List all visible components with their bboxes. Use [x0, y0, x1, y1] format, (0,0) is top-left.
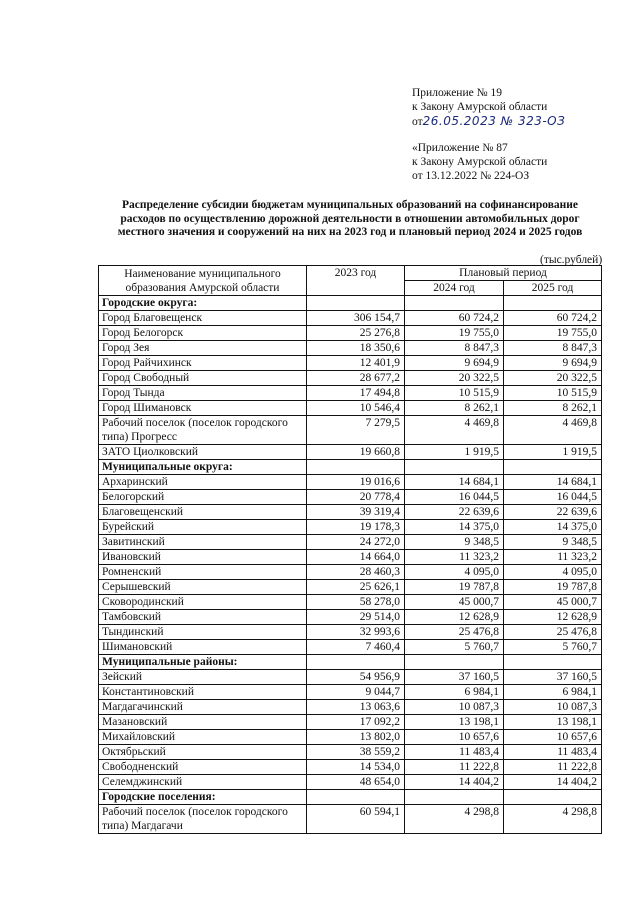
law-date-line	[412, 114, 565, 129]
municipality-name: Белогорский	[99, 490, 307, 505]
value-2025: 12 628,9	[504, 610, 602, 625]
value-2024: 45 000,7	[405, 595, 504, 610]
value-2023: 28 460,3	[307, 565, 405, 580]
value-2024: 1 919,5	[405, 445, 504, 460]
value-2025: 16 044,5	[504, 490, 602, 505]
empty-cell	[504, 296, 602, 311]
header-2024: 2024 год	[405, 281, 504, 296]
document-title: Распределение субсидии бюджетам муниципальных образований на софинансирование расходов по осуществлению дорожной деятельности в отношении автомобильных дорог местного значения и сооружений на них на 2023 год и плановый период 2024 и 2025 годов	[117, 199, 583, 238]
table-row	[99, 700, 602, 715]
value-2024: 11 483,4	[405, 745, 504, 760]
table-body	[99, 296, 602, 834]
table-row	[99, 670, 602, 685]
municipality-name: Зейский	[99, 670, 307, 685]
municipality-name: Сковородинский	[99, 595, 307, 610]
table-row	[99, 730, 602, 745]
table-row	[99, 610, 602, 625]
municipality-name: Тамбовский	[99, 610, 307, 625]
value-2024: 8 262,1	[405, 401, 504, 416]
value-2023: 14 534,0	[307, 760, 405, 775]
table-row	[99, 595, 602, 610]
value-2024: 19 755,0	[405, 326, 504, 341]
empty-cell	[504, 790, 602, 805]
table-row	[99, 685, 602, 700]
municipality-name: Рабочий поселок (поселок городского типа) Магдагачи	[99, 805, 307, 834]
empty-cell	[307, 790, 405, 805]
value-2024: 9 348,5	[405, 535, 504, 550]
table-row	[99, 386, 602, 401]
municipality-name: Город Свободный	[99, 371, 307, 386]
municipality-name: Город Райчихинск	[99, 356, 307, 371]
section-row	[99, 655, 602, 670]
municipality-name: Мазановский	[99, 715, 307, 730]
municipality-name: Город Белогорск	[99, 326, 307, 341]
value-2025: 4 469,8	[504, 416, 602, 445]
table-row	[99, 535, 602, 550]
municipality-name: Архаринский	[99, 475, 307, 490]
empty-cell	[405, 655, 504, 670]
value-2024: 14 404,2	[405, 775, 504, 790]
value-2025: 9 348,5	[504, 535, 602, 550]
value-2025: 10 087,3	[504, 700, 602, 715]
value-2024: 10 657,6	[405, 730, 504, 745]
value-2025: 5 760,7	[504, 640, 602, 655]
empty-cell	[307, 655, 405, 670]
value-2023: 7 460,4	[307, 640, 405, 655]
value-2023: 18 350,6	[307, 341, 405, 356]
municipality-name: Михайловский	[99, 730, 307, 745]
header-plan-period: Плановый период	[405, 266, 602, 281]
header-municipality: Наименование муниципального образования Амурской области	[99, 266, 307, 296]
municipality-name: Константиновский	[99, 685, 307, 700]
value-2023: 7 279,5	[307, 416, 405, 445]
value-2024: 20 322,5	[405, 371, 504, 386]
value-2025: 11 222,8	[504, 760, 602, 775]
value-2023: 20 778,4	[307, 490, 405, 505]
value-2025: 22 639,6	[504, 505, 602, 520]
municipality-name: Рабочий поселок (поселок городского типа) Прогресс	[99, 416, 307, 445]
value-2023: 24 272,0	[307, 535, 405, 550]
table-row	[99, 490, 602, 505]
value-2023: 58 278,0	[307, 595, 405, 610]
previous-appendix-number: «Приложение № 87	[412, 142, 508, 154]
handwritten-date-number: 26.05.2023 № 323-ОЗ	[422, 114, 566, 128]
municipality-name: Селемджинский	[99, 775, 307, 790]
value-2025: 45 000,7	[504, 595, 602, 610]
municipality-name: Завитинский	[99, 535, 307, 550]
municipality-name: Октябрьский	[99, 745, 307, 760]
value-2024: 4 095,0	[405, 565, 504, 580]
value-2024: 4 298,8	[405, 805, 504, 834]
empty-cell	[405, 790, 504, 805]
law-reference: к Закону Амурской области	[412, 101, 548, 113]
table-row	[99, 760, 602, 775]
empty-cell	[307, 460, 405, 475]
table-row	[99, 715, 602, 730]
value-2025: 14 404,2	[504, 775, 602, 790]
value-2023: 9 044,7	[307, 685, 405, 700]
value-2023: 10 546,4	[307, 401, 405, 416]
value-2025: 11 323,2	[504, 550, 602, 565]
section-label: Муниципальные округа:	[99, 460, 307, 475]
value-2023: 19 016,6	[307, 475, 405, 490]
value-2023: 19 178,3	[307, 520, 405, 535]
value-2025: 1 919,5	[504, 445, 602, 460]
section-row	[99, 790, 602, 805]
value-2023: 32 993,6	[307, 625, 405, 640]
value-2024: 11 323,2	[405, 550, 504, 565]
table-row	[99, 775, 602, 790]
municipality-name: Серышевский	[99, 580, 307, 595]
previous-law-reference: к Закону Амурской области	[412, 156, 548, 168]
municipality-name: Шимановский	[99, 640, 307, 655]
value-2023: 306 154,7	[307, 311, 405, 326]
municipality-name: Город Благовещенск	[99, 311, 307, 326]
value-2025: 14 684,1	[504, 475, 602, 490]
table-row	[99, 311, 602, 326]
table-row	[99, 520, 602, 535]
value-2024: 13 198,1	[405, 715, 504, 730]
value-2025: 37 160,5	[504, 670, 602, 685]
value-2023: 13 063,6	[307, 700, 405, 715]
value-2023: 25 276,8	[307, 326, 405, 341]
value-2025: 13 198,1	[504, 715, 602, 730]
table-row	[99, 625, 602, 640]
value-2024: 5 760,7	[405, 640, 504, 655]
table-row	[99, 341, 602, 356]
table-row	[99, 401, 602, 416]
value-2025: 8 262,1	[504, 401, 602, 416]
value-2025: 19 755,0	[504, 326, 602, 341]
municipality-name: Свободненский	[99, 760, 307, 775]
value-2023: 39 319,4	[307, 505, 405, 520]
value-2024: 11 222,8	[405, 760, 504, 775]
value-2025: 25 476,8	[504, 625, 602, 640]
appendix-number: Приложение № 19	[412, 87, 502, 99]
municipality-name: Благовещенский	[99, 505, 307, 520]
empty-cell	[405, 296, 504, 311]
value-2023: 25 626,1	[307, 580, 405, 595]
value-2023: 13 802,0	[307, 730, 405, 745]
table-row	[99, 326, 602, 341]
value-2024: 4 469,8	[405, 416, 504, 445]
table-row	[99, 565, 602, 580]
table-row	[99, 805, 602, 834]
value-2024: 12 628,9	[405, 610, 504, 625]
table-row	[99, 475, 602, 490]
value-2023: 38 559,2	[307, 745, 405, 760]
section-label: Городские округа:	[99, 296, 307, 311]
value-2024: 37 160,5	[405, 670, 504, 685]
section-row	[99, 460, 602, 475]
empty-cell	[504, 460, 602, 475]
value-2024: 60 724,2	[405, 311, 504, 326]
value-2023: 54 956,9	[307, 670, 405, 685]
municipality-name: Тындинский	[99, 625, 307, 640]
date-prefix: от	[412, 116, 423, 128]
table-row	[99, 745, 602, 760]
value-2024: 25 476,8	[405, 625, 504, 640]
value-2025: 60 724,2	[504, 311, 602, 326]
value-2024: 9 694,9	[405, 356, 504, 371]
header-2025: 2025 год	[504, 281, 602, 296]
value-2023: 28 677,2	[307, 371, 405, 386]
value-2024: 10 087,3	[405, 700, 504, 715]
value-2025: 6 984,1	[504, 685, 602, 700]
value-2023: 17 494,8	[307, 386, 405, 401]
empty-cell	[405, 460, 504, 475]
value-2023: 17 092,2	[307, 715, 405, 730]
value-2023: 29 514,0	[307, 610, 405, 625]
previous-law-date: от 13.12.2022 № 224-ОЗ	[412, 170, 530, 182]
table-row	[99, 416, 602, 445]
value-2024: 14 375,0	[405, 520, 504, 535]
table-row	[99, 550, 602, 565]
empty-cell	[307, 296, 405, 311]
appendix-header-previous	[412, 141, 547, 183]
value-2024: 10 515,9	[405, 386, 504, 401]
units-label: (тыс.рублей)	[540, 254, 603, 266]
value-2025: 11 483,4	[504, 745, 602, 760]
municipality-name: Город Тында	[99, 386, 307, 401]
value-2024: 19 787,8	[405, 580, 504, 595]
value-2023: 19 660,8	[307, 445, 405, 460]
value-2024: 14 684,1	[405, 475, 504, 490]
table-row	[99, 356, 602, 371]
municipality-name: Ромненский	[99, 565, 307, 580]
value-2024: 22 639,6	[405, 505, 504, 520]
section-label: Городские поселения:	[99, 790, 307, 805]
value-2025: 9 694,9	[504, 356, 602, 371]
section-label: Муниципальные районы:	[99, 655, 307, 670]
value-2025: 4 298,8	[504, 805, 602, 834]
value-2023: 14 664,0	[307, 550, 405, 565]
value-2025: 14 375,0	[504, 520, 602, 535]
value-2024: 6 984,1	[405, 685, 504, 700]
municipality-name: Магдагачинский	[99, 700, 307, 715]
header-2023: 2023 год	[307, 266, 405, 296]
value-2023: 48 654,0	[307, 775, 405, 790]
value-2025: 10 657,6	[504, 730, 602, 745]
table-row	[99, 505, 602, 520]
table-row	[99, 371, 602, 386]
value-2024: 8 847,3	[405, 341, 504, 356]
section-row	[99, 296, 602, 311]
appendix-header-current	[412, 86, 565, 129]
value-2025: 8 847,3	[504, 341, 602, 356]
municipality-name: ЗАТО Циолковский	[99, 445, 307, 460]
value-2024: 16 044,5	[405, 490, 504, 505]
municipality-name: Город Шимановск	[99, 401, 307, 416]
table-row	[99, 445, 602, 460]
empty-cell	[504, 655, 602, 670]
value-2025: 19 787,8	[504, 580, 602, 595]
municipality-name: Бурейский	[99, 520, 307, 535]
value-2025: 4 095,0	[504, 565, 602, 580]
value-2025: 20 322,5	[504, 371, 602, 386]
subsidy-table	[98, 265, 602, 834]
table-row	[99, 640, 602, 655]
value-2023: 60 594,1	[307, 805, 405, 834]
table-row	[99, 580, 602, 595]
municipality-name: Ивановский	[99, 550, 307, 565]
value-2023: 12 401,9	[307, 356, 405, 371]
municipality-name: Город Зея	[99, 341, 307, 356]
value-2025: 10 515,9	[504, 386, 602, 401]
